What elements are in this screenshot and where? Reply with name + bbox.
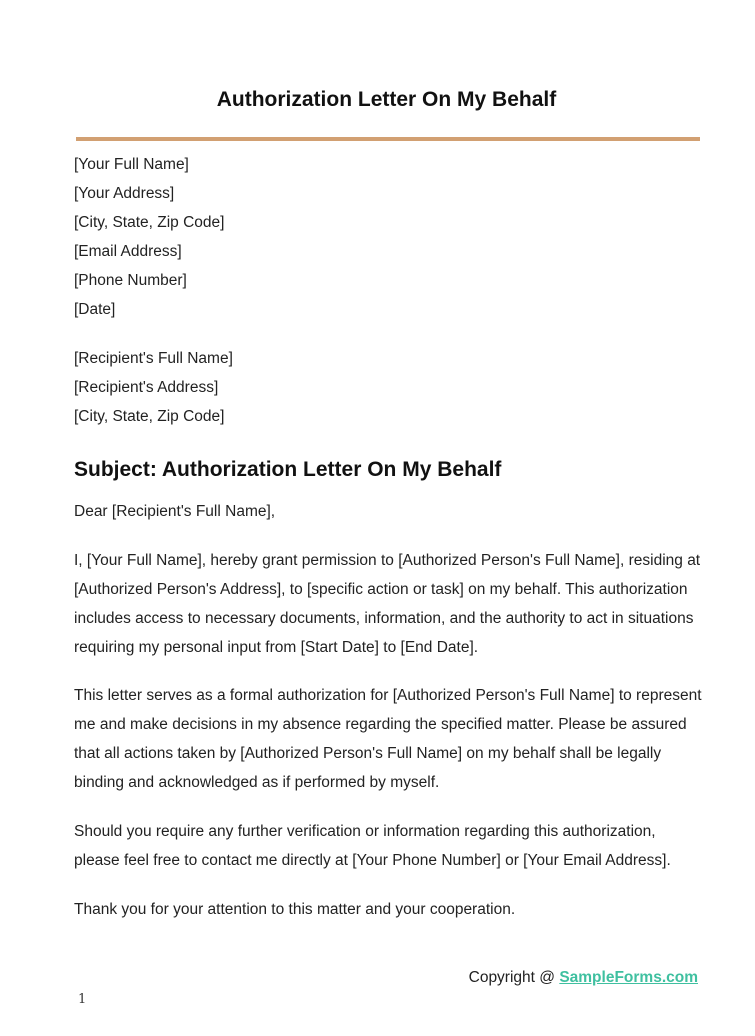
body-paragraph: I, [Your Full Name], hereby grant permission to [Authorized Person's Full Name], residing at [Authorized Person's Address], to [specific action or task] on my behalf. This authorization includes access to necessary documents, information, and the authority to act in situations requiring my personal input from [Start Date] to [End Date]. bbox=[74, 552, 701, 656]
page-title: Authorization Letter On My Behalf bbox=[216, 88, 557, 111]
copyright-prefix: Copyright @ bbox=[468, 969, 560, 986]
sender-full-name: [Your Full Name] bbox=[74, 156, 189, 173]
body-paragraph: Should you require any further verification or information regarding this authorization, please feel free to contact me directly at [Your Phone Number] or [Your Email Address]. bbox=[74, 823, 671, 869]
closing-paragraph: Thank you for your attention to this matter and your cooperation. bbox=[74, 901, 516, 918]
copyright-notice bbox=[469, 966, 698, 990]
sender-address-block bbox=[74, 150, 704, 324]
recipient-full-name: [Recipient's Full Name] bbox=[74, 350, 233, 367]
page-number: 1 bbox=[78, 992, 87, 1007]
letter-date: [Date] bbox=[74, 301, 116, 318]
body-paragraph: This letter serves as a formal authorization for [Authorized Person's Full Name] to represent me and make decisions in my absence regarding the specified matter. Please be assured that all actions taken by [Authorized Person's Full Name] on my behalf shall be legally binding and acknowledged as if performed by myself. bbox=[74, 687, 702, 791]
recipient-address: [Recipient's Address] bbox=[74, 379, 219, 396]
subject-heading: Subject: Authorization Letter On My Behalf bbox=[74, 458, 502, 481]
sender-address: [Your Address] bbox=[74, 185, 175, 202]
title-divider bbox=[76, 137, 700, 141]
recipient-address-block bbox=[74, 344, 704, 431]
brand-link[interactable]: SampleForms.com bbox=[559, 969, 698, 986]
greeting: Dear [Recipient's Full Name], bbox=[74, 503, 276, 520]
sender-email: [Email Address] bbox=[74, 243, 182, 260]
sender-phone: [Phone Number] bbox=[74, 272, 187, 289]
sender-city-state-zip: [City, State, Zip Code] bbox=[74, 214, 225, 231]
recipient-city-state-zip: [City, State, Zip Code] bbox=[74, 408, 225, 425]
